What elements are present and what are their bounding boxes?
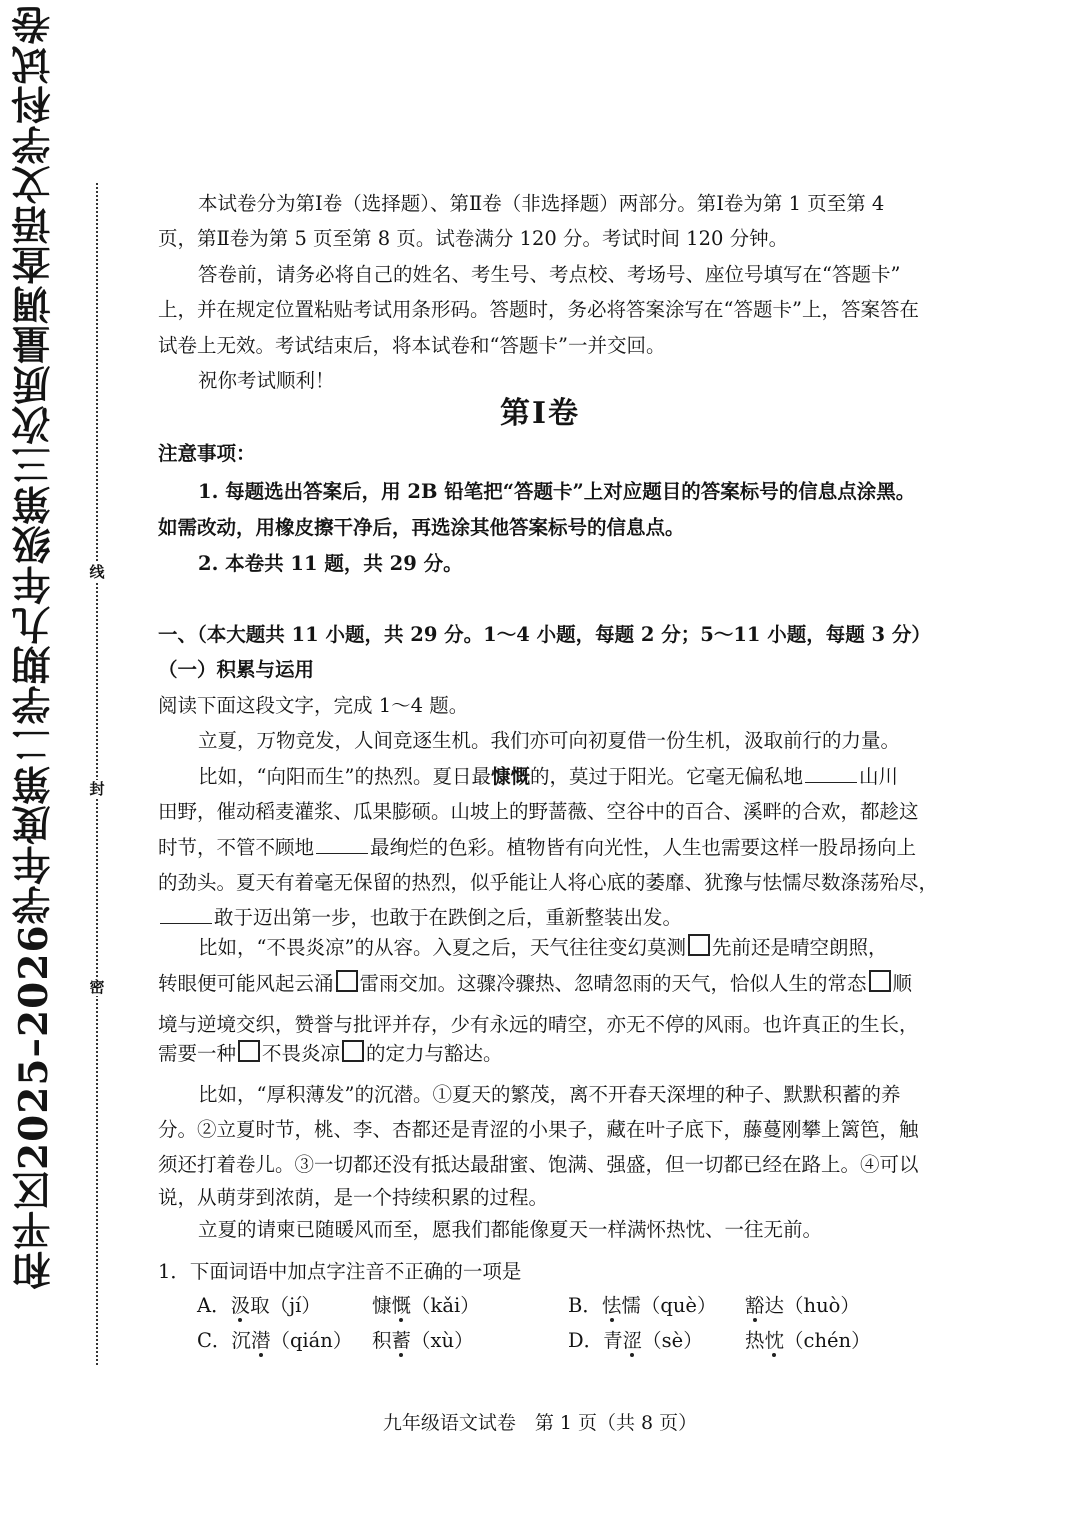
side-title: 和平区2025–2026学年度第二学期九年级第三次质量调查语文学科试卷 <box>11 4 57 1290</box>
passage-p4-line4: 说，从萌芽到浓荫，是一个持续积累的过程。 <box>158 1186 549 1209</box>
part-one-heading: 一、（本大题共 11 小题，共 29 分。1～4 小题，每题 2 分；5～11 小题，每题 3 分） <box>158 623 931 646</box>
section-title: 第Ⅰ卷 <box>499 396 581 431</box>
punct-box-2 <box>336 970 358 992</box>
option-b-1: B．怯懦（què） <box>568 1294 717 1317</box>
option-d-2: 热忱（chén） <box>745 1329 871 1352</box>
fill-blank-3 <box>160 901 212 924</box>
intro-line-4: 上，并在规定位置粘贴考试用条形码。答题时，务必将答案涂写在“答题卡”上，答案答在 <box>158 298 919 321</box>
notes-heading: 注意事项： <box>158 442 256 465</box>
sub-heading: （一）积累与运用 <box>158 658 315 681</box>
punct-box-1 <box>688 934 710 956</box>
binding-mark-mi: 密 <box>89 978 105 996</box>
punct-box-3 <box>869 970 891 992</box>
option-a-2: 慷慨（kǎi） <box>372 1294 480 1317</box>
fill-blank-1 <box>805 760 857 783</box>
passage-p3-line3: 境与逆境交织，赞誉与批评并存，少有永远的晴空，亦无不停的风雨。也许真正的生长， <box>158 1013 919 1036</box>
passage-p3-line4: 需要一种 不畏炎凉 的定力与豁达。 <box>158 1042 503 1065</box>
instruction: 阅读下面这段文字，完成 1～4 题。 <box>158 694 469 717</box>
passage-p3-line2: 转眼便可能风起云涌 雷雨交加。这骤冷骤热、忽晴忽雨的天气，恰似人生的常态 顺 <box>158 972 913 995</box>
intro-line-2: 页，第Ⅱ卷为第 5 页至第 8 页。试卷满分 120 分。考试时间 120 分钟。 <box>158 227 789 250</box>
passage-p2-line4: 的劲头。夏天有着毫无保留的热烈，似乎能让人将心底的萎靡、犹豫与怯懦尽数涤荡殆尽， <box>158 871 939 894</box>
option-c-1: C．沉潜（qián） <box>197 1329 353 1352</box>
page-footer: 九年级语文试卷 第 1 页（共 8 页） <box>382 1412 698 1434</box>
option-b-2: 豁达（huò） <box>745 1294 860 1317</box>
binding-mark-feng: 封 <box>89 780 105 798</box>
option-a-1: A．汲取（jí） <box>197 1294 321 1317</box>
passage-p1: 立夏，万物竞发，人间竞逐生机。我们亦可向初夏借一份生机，汲取前行的力量。 <box>198 729 901 752</box>
passage-p5: 立夏的请柬已随暖风而至，愿我们都能像夏天一样满怀热忱、一往无前。 <box>198 1218 823 1241</box>
intro-line-5: 试卷上无效。考试结束后，将本试卷和“答题卡”一并交回。 <box>158 334 666 357</box>
intro-line-6: 祝你考试顺利！ <box>198 369 335 392</box>
binding-dotted-line <box>96 183 98 1365</box>
passage-p4-line3: 须还打着卷儿。③一切都还没有抵达最甜蜜、饱满、强盛，但一切都已经在路上。④可以 <box>158 1153 919 1176</box>
passage-p2-line3: 时节，不管不顾地 最绚烂的色彩。植物皆有向光性，人生也需要这样一股昂扬向上 <box>158 830 950 866</box>
passage-p3-line1: 比如，“不畏炎凉”的从容。入夏之后，天气往往变幻莫测 先前还是晴空朗照， <box>198 936 888 959</box>
note-1: 1. 每题选出答案后，用 2B 铅笔把“答题卡”上对应题目的答案标号的信息点涂黑。 <box>198 480 916 503</box>
fill-blank-2 <box>316 831 368 854</box>
passage-p2-line2: 田野，催动稻麦灌浆、瓜果膨硕。山坡上的野蔷薇、空谷中的百合、溪畔的合欢，都趁这 <box>158 800 919 823</box>
passage-p2-line5: 敢于迈出第一步，也敢于在跌倒之后，重新整装出发。 <box>158 900 950 936</box>
question-1: 1．下面词语中加点字注音不正确的一项是 <box>158 1260 522 1283</box>
passage-p2-line1: 比如，“向阳而生”的热烈。夏日最慷慨的，莫过于阳光。它毫无偏私地 山川 <box>158 759 950 795</box>
note-2: 2. 本卷共 11 题，共 29 分。 <box>198 552 463 575</box>
option-d-1: D．青涩（sè） <box>568 1329 703 1352</box>
punct-box-4 <box>238 1040 260 1062</box>
intro-line-1: 本试卷分为第Ⅰ卷（选择题）、第Ⅱ卷（非选择题）两部分。第Ⅰ卷为第 1 页至第 4 <box>198 192 885 215</box>
bold-word-kangkai: 慷慨 <box>490 765 530 788</box>
note-1-cont: 如需改动，用橡皮擦干净后，再选涂其他答案标号的信息点。 <box>158 516 685 539</box>
intro-line-3: 答卷前，请务必将自己的姓名、考生号、考点校、考场号、座位号填写在“答题卡” <box>198 263 901 286</box>
option-c-2: 积蓄（xù） <box>372 1329 474 1352</box>
binding-mark-xian: 线 <box>89 563 105 581</box>
punct-box-5 <box>342 1040 364 1062</box>
passage-p4-line1: 比如，“厚积薄发”的沉潜。①夏天的繁茂，离不开春天深埋的种子、默默积蓄的养 <box>198 1083 901 1106</box>
passage-p4-line2: 分。②立夏时节，桃、李、杏都还是青涩的小果子，藏在叶子底下，藤蔓刚攀上篱笆，触 <box>158 1118 919 1141</box>
